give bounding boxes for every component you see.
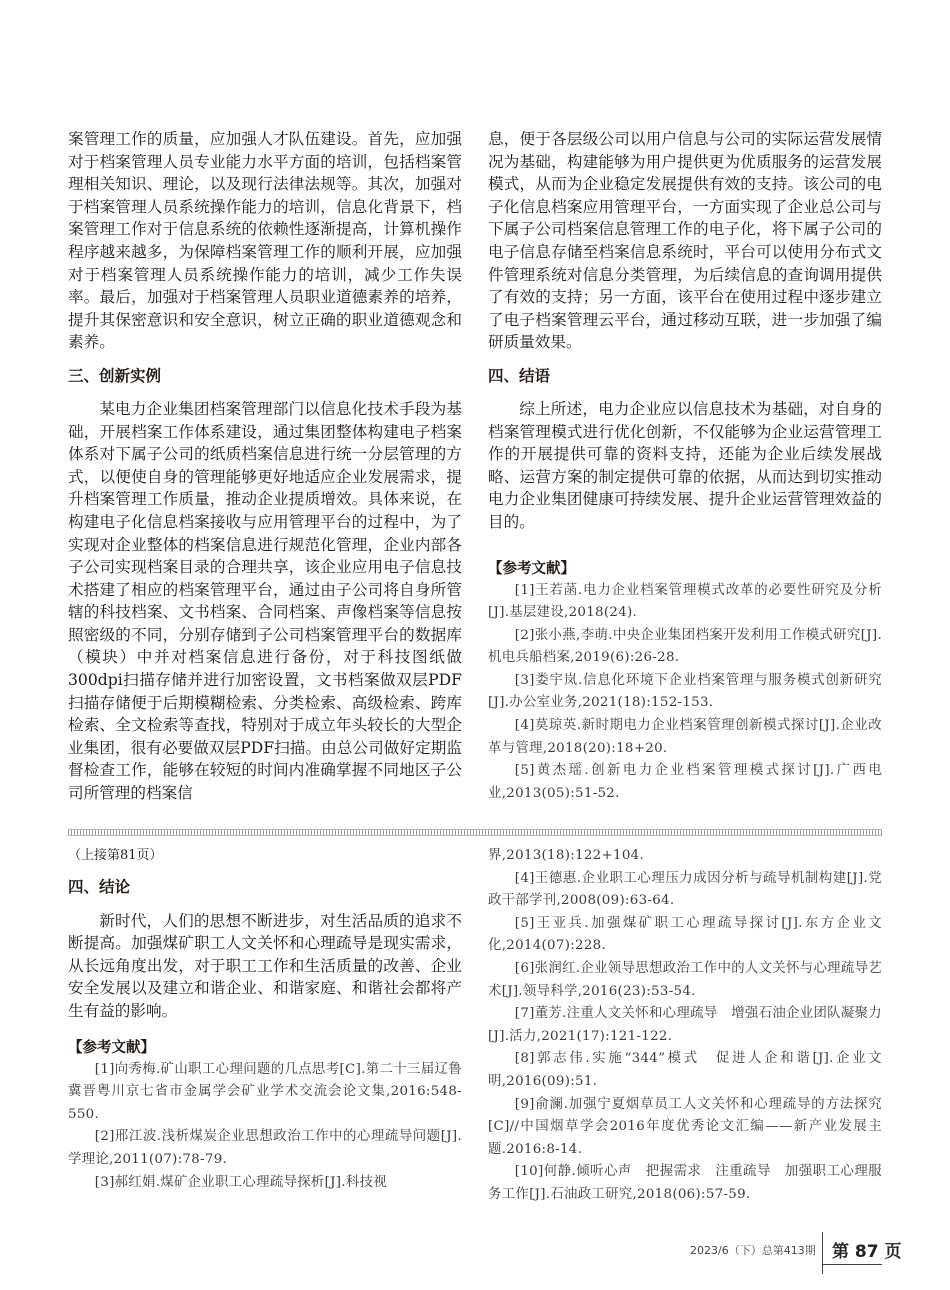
continued-paragraph: 息，便于各层级公司以用户信息与公司的实际运营发展情况为基础，构建能够为用户提供更为优质服务的运营发展模式，从而为企业稳定发展提供有效的支持。该公司的电子化信息档案应用管理平台，一方面实现了企业总公司与下属子公司档案信息管理工作的电子化，将下属子公司的电子信息存储至档案信息系统时，平台可以使用分布式文件管理系统对信息分类管理，为后续信息的查询调用提供了有效的支持；另一方面，该平台在使用过程中逐步建立了电子档案管理云平台，通过移动互联，进一步加强了编研质量效果。 [488,130,882,352]
section4-heading: 四、结语 [488,366,551,385]
page-number: 第 87 页 [832,1242,902,1262]
reference-item: [8]郭志伟.实施“344”模式 促进人企和谐[J].企业文明,2016(09):51. [488,1051,882,1089]
continued-note: （上接第81页） [68,848,163,863]
references-list [68,1059,462,1195]
footer-vertical-rule [822,1232,823,1274]
reference-item: [1]王若菡.电力企业档案管理模式改革的必要性研究及分析[J].基层建设,2018(24). [488,582,882,621]
reference-item: [6]张润红.企业领导思想政治工作中的人文关怀与心理疏导艺术[J].领导科学,2016(23):53-54. [488,960,882,999]
upper-right-column [488,128,882,805]
references-heading: 【参考文献】 [488,560,575,577]
reference-item: [7]董芳.注重人文关怀和心理疏导 增强石油企业团队凝聚力[J].活力,2021(17):121-122. [488,1006,882,1044]
reference-item: [5]黄杰瑶.创新电力企业档案管理模式探讨[J].广西电业,2013(05):51-52. [488,763,882,801]
section3-paragraph: 某电力企业集团档案管理部门以信息化技术手段为基础，开展档案工作体系建设，通过集团整体构建电子档案体系对下属子公司的纸质档案信息进行统一分层管理的方式，以便使自身的管理能够更好地适应企业发展需求，提升档案管理工作质量，推动企业提质增效。具体来说，在构建电子化信息档案接收与应用管理平台的过程中，为了实现对企业整体的档案信息进行规范化管理，企业内部各子公司实现档案目录的合理共享，该企业应用电子信息技术搭建了相应的档案管理平台，通过由子公司将自身所管辖的科技档案、文书档案、合同档案、声像档案等信息按照密级的不同，分别存储到子公司档案管理平台的数据库（模块）中并对档案信息进行备份，对于科技图纸做300dpi扫描存储并进行加密设置，文书档案做双层PDF扫描存储便于后期模糊检索、分类检索、高级检索、跨库检索、全文检索等查找，特别对于成立年头较长的大型企业集团，很有必要做双层PDF扫描。由总公司做好定期监督检查工作，能够在较短的时间内准确掌握不同地区子公司所管理的档案信 [68,399,462,803]
reference-item: [1]向秀梅.矿山职工心理问题的几点思考[C].第二十三届辽鲁冀晋粤川京七省市金属学会矿业学术交流会论文集,2016:548-550. [68,1061,462,1122]
section-divider [68,829,882,836]
reference-item: [5]王亚兵.加强煤矿职工心理疏导探讨[J].东方企业文化,2014(07):228. [488,915,882,954]
references-list [488,868,882,1207]
reference-item: [4]王德惠.企业职工心理压力成因分析与疏导机制构建[J].党政干部学刊,2008(09):63-64. [488,870,882,909]
references-heading: 【参考文献】 [68,1039,155,1056]
issue-info: 2023/6（下）总第413期 [690,1244,816,1257]
upper-left-column [68,128,462,805]
reference-continued: 界,2013(18):122+104. [488,848,645,863]
references-list [488,580,882,806]
conclusion-text: 新时代，人们的思想不断进步，对生活品质的追求不断提高。加强煤矿职工人文关怀和心理疏导是现实需求，从长远角度出发，对于职工工作和生活质量的改善、企业安全发展以及建立和谐企业、和谐家庭、和谐社会都将产生有益的影响。 [68,911,462,1020]
reference-item: [3]娄宇岚.信息化环境下企业档案管理与服务模式创新研究[J].办公室业务,2021(18):152-153. [488,672,882,711]
reference-item: [9]俞澜.加强宁夏烟草员工人文关怀和心理疏导的方法探究[C]//中国烟草学会2016年度优秀论文汇编——新产业发展主题.2016:8-14. [488,1096,882,1157]
reference-item: [10]何静.倾听心声 把握需求 注重疏导 加强职工心理服务工作[J].石油政工研究,2018(06):57-59. [488,1164,882,1202]
conclusion-heading: 四、结论 [68,877,131,896]
section3-heading: 三、创新实例 [68,366,162,385]
conclusion-paragraph: 综上所述，电力企业应以信息技术为基础，对自身的档案管理模式进行优化创新，不仅能够为企业运营管理工作的开展提供可靠的资料支持，还能为企业后续发展战略、运营方案的制定提供可靠的依据，从而达到切实推动电力企业集团健康可持续发展、提升企业运营管理效益的目的。 [488,399,882,531]
lower-right-column [488,845,882,1207]
intro-paragraph: 案管理工作的质量，应加强人才队伍建设。首先，应加强对于档案管理人员专业能力水平方面的培训，包括档案管理相关知识、理论，以及现行法律法规等。其次，加强对于档案管理人员系统操作能力的培训，信息化背景下，档案管理工作对于信息系统的依赖性逐渐提高，计算机操作程序越来越多，为保障档案管理工作的顺利开展，应加强对于档案管理人员系统操作能力的培训，减少工作失误率。最后，加强对于档案管理人员职业道德素养的培养，提升其保密意识和安全意识，树立正确的职业道德观念和素养。 [68,130,462,352]
reference-item: [4]莫琼英.新时期电力企业档案管理创新模式探讨[J].企业改革与管理,2018(20):18+20. [488,718,882,756]
footer-underline [822,1264,882,1265]
reference-item: [2]张小燕,李萌.中央企业集团档案开发利用工作模式研究[J].机电兵船档案,2019(6):26-28. [488,627,882,666]
reference-item: [2]邢江波.浅析煤炭企业思想政治工作中的心理疏导问题[J].学理论,2011(07):78-79. [68,1129,462,1167]
lower-left-column [68,845,462,1194]
reference-item: [3]郝红娟.煤矿企业职工心理疏导探析[J].科技视 [94,1174,387,1190]
